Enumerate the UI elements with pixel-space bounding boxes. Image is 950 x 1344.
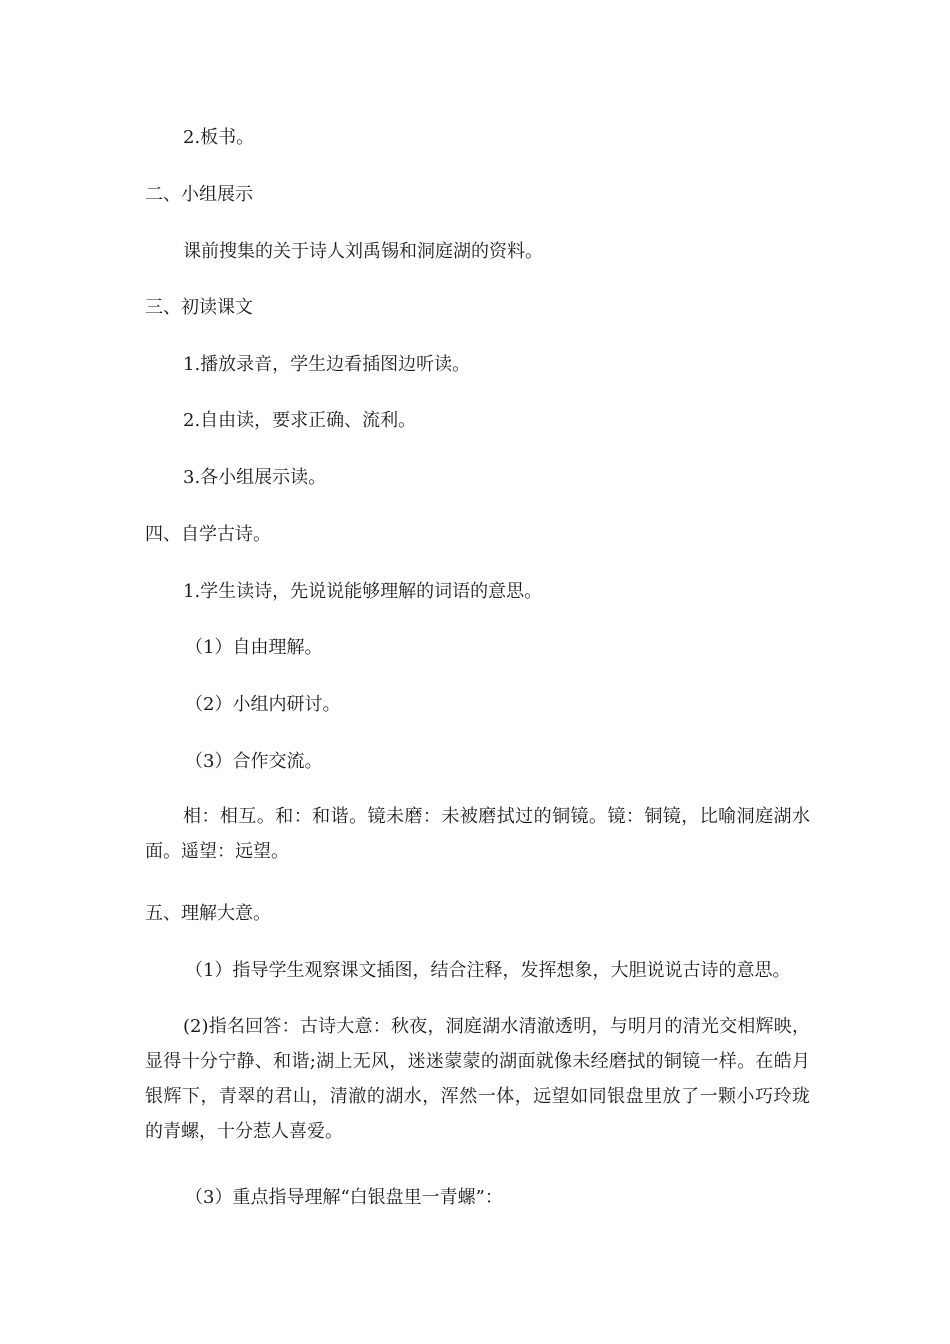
subitem-group-discussion: （2）小组内研讨。 xyxy=(185,694,341,715)
subitem-free-understanding: （1）自由理解。 xyxy=(185,637,323,658)
heading-group-show: 二、小组展示 xyxy=(145,184,253,205)
heading-general-meaning: 五、理解大意。 xyxy=(145,903,271,924)
item-free-reading: 2.自由读，要求正确、流利。 xyxy=(183,410,417,431)
subitem-observe-illustration: （1）指导学生观察课文插图，结合注释，发挥想象，大胆说说古诗的意思。 xyxy=(185,960,791,981)
heading-first-reading: 三、初读课文 xyxy=(145,297,253,318)
item-blackboard: 2.板书。 xyxy=(183,127,255,148)
heading-self-study: 四、自学古诗。 xyxy=(145,524,271,545)
subitem-key-understanding: （3）重点指导理解“白银盘里一青螺”： xyxy=(185,1187,503,1208)
paragraph-poem-meaning: (2)指名回答：古诗大意：秋夜，洞庭湖水清澈透明，与明月的清光交相辉映，显得十分宁静、和谐;湖上无风，迷迷蒙蒙的湖面就像未经磨拭的铜镜一样。在皓月银辉下，青翠的君山，清澈的湖水，浑然一体，远望如同银盘里放了一颗小巧玲珑的青螺，十分惹人喜爱。 xyxy=(145,1016,810,1142)
subitem-cooperation: （3）合作交流。 xyxy=(185,751,323,772)
item-students-read: 1.学生读诗，先说说能够理解的词语的意思。 xyxy=(183,581,543,602)
paragraph-word-meanings: 相：相互。和：和谐。镜未磨：未被磨拭过的铜镜。镜：铜镜，比喻洞庭湖水面。遥望：远望。 xyxy=(145,806,810,862)
item-group-reading: 3.各小组展示读。 xyxy=(183,467,327,488)
text-collect-material: 课前搜集的关于诗人刘禹锡和洞庭湖的资料。 xyxy=(183,241,543,262)
item-play-recording: 1.播放录音，学生边看插图边听读。 xyxy=(183,354,471,375)
